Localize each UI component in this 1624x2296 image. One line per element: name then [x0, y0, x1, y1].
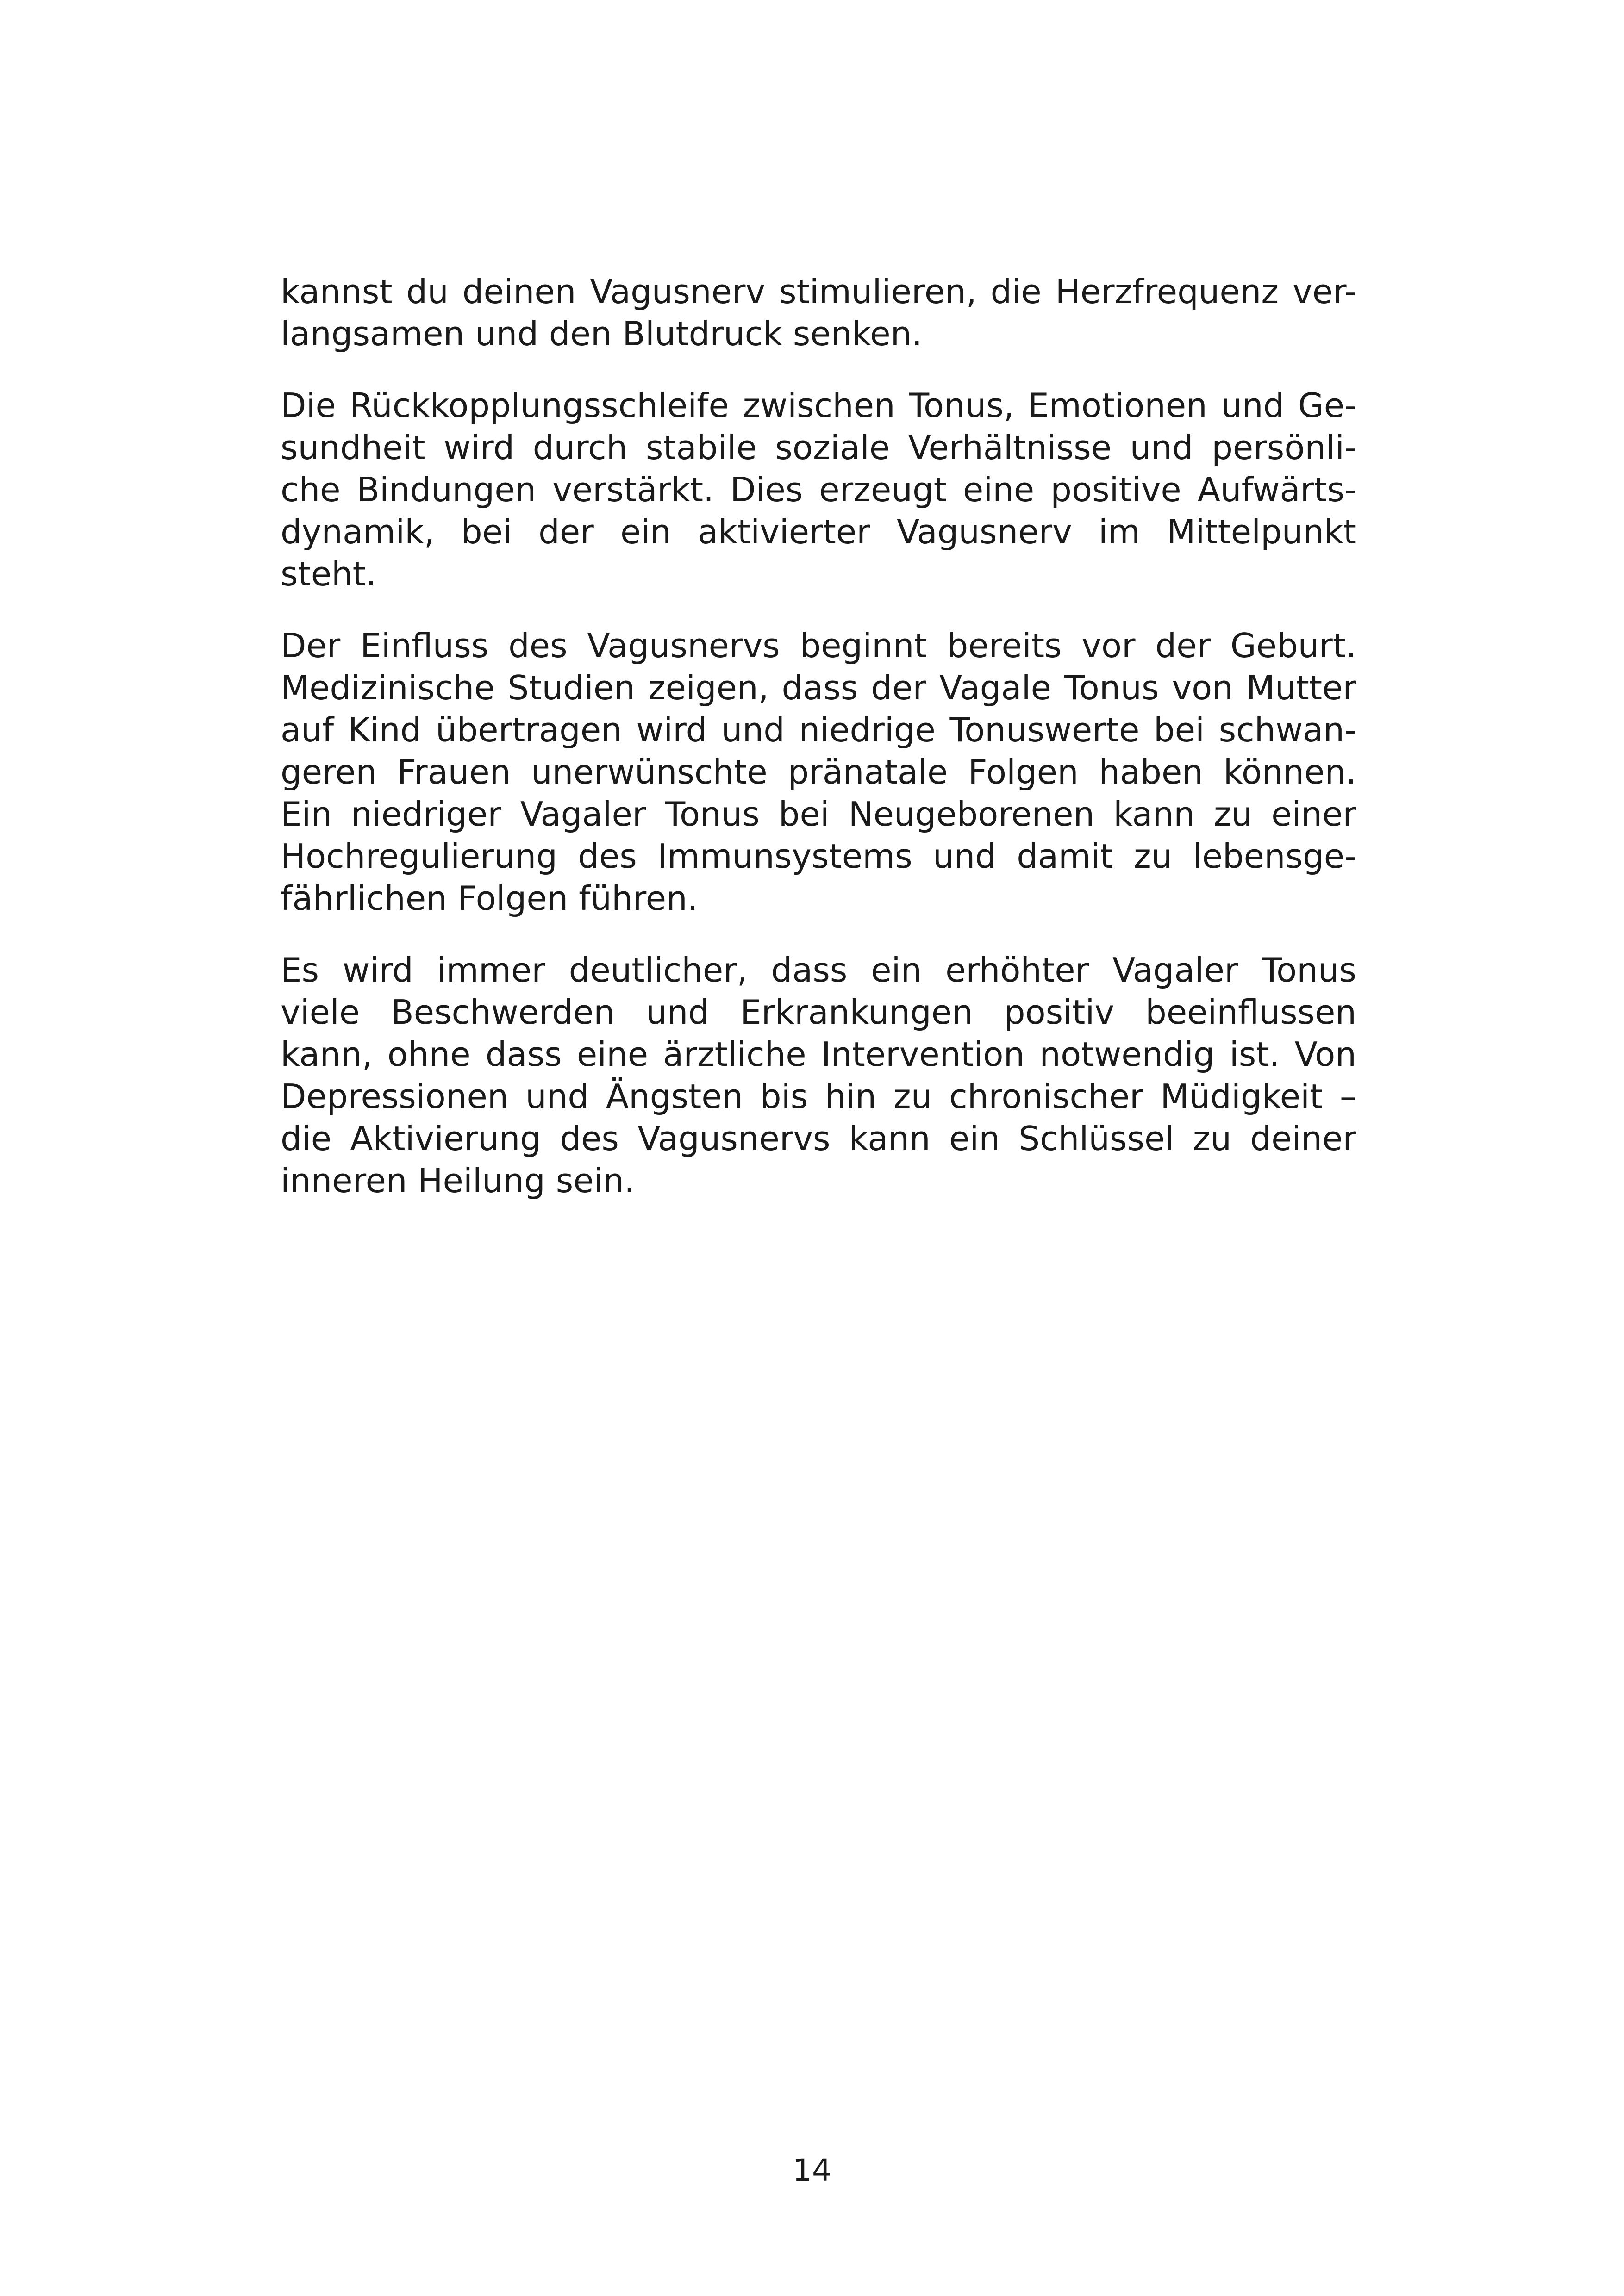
text-line: Ein niedriger Vagaler Tonus bei Neugeborenen kann zu einer — [281, 795, 1356, 834]
text-line: viele Beschwerden und Erkrankungen positiv beeinflussen — [281, 993, 1356, 1032]
text-line: Hochregulierung des Immunsystems und damit zu lebensge- — [281, 837, 1356, 876]
text-line: geren Frauen unerwünschte pränatale Folgen haben können. — [281, 753, 1356, 791]
text-line: auf Kind übertragen wird und niedrige Tonuswerte bei schwan- — [281, 710, 1356, 749]
paragraph-4 — [281, 949, 1356, 1202]
text-line: fährlichen Folgen führen. — [281, 879, 698, 918]
text-line: Es wird immer deutlicher, dass ein erhöhter Vagaler Tonus — [281, 951, 1356, 989]
page-number: 14 — [793, 2153, 831, 2188]
paragraph-2 — [281, 385, 1356, 595]
text-line: dynamik, bei der ein aktivierter Vagusnerv im Mittelpunkt — [281, 512, 1356, 551]
text-line: Depressionen und Ängsten bis hin zu chronischer Müdigkeit – — [281, 1077, 1356, 1116]
text-line: inneren Heilung sein. — [281, 1161, 635, 1200]
text-line: kannst du deinen Vagusnerv stimulieren, die Herzfrequenz ver- — [281, 272, 1356, 311]
text-line: Der Einfluss des Vagusnervs beginnt bereits vor der Geburt. — [281, 626, 1356, 665]
paragraph-1 — [281, 271, 1356, 355]
text-line: sundheit wird durch stabile soziale Verhältnisse und persönli- — [281, 428, 1356, 467]
text-line: Medizinische Studien zeigen, dass der Vagale Tonus von Mutter — [281, 668, 1356, 707]
body-text — [281, 271, 1356, 1232]
text-line: che Bindungen verstärkt. Dies erzeugt eine positive Aufwärts- — [281, 470, 1356, 509]
text-line: Die Rückkopplungsschleife zwischen Tonus, Emotionen und Ge- — [281, 386, 1356, 425]
paragraph-3 — [281, 625, 1356, 920]
text-line: die Aktivierung des Vagusnervs kann ein Schlüssel zu deiner — [281, 1119, 1356, 1158]
text-line: langsamen und den Blutdruck senken. — [281, 314, 923, 353]
text-line: kann, ohne dass eine ärztliche Intervention notwendig ist. Von — [281, 1035, 1356, 1074]
text-line: steht. — [281, 554, 376, 593]
